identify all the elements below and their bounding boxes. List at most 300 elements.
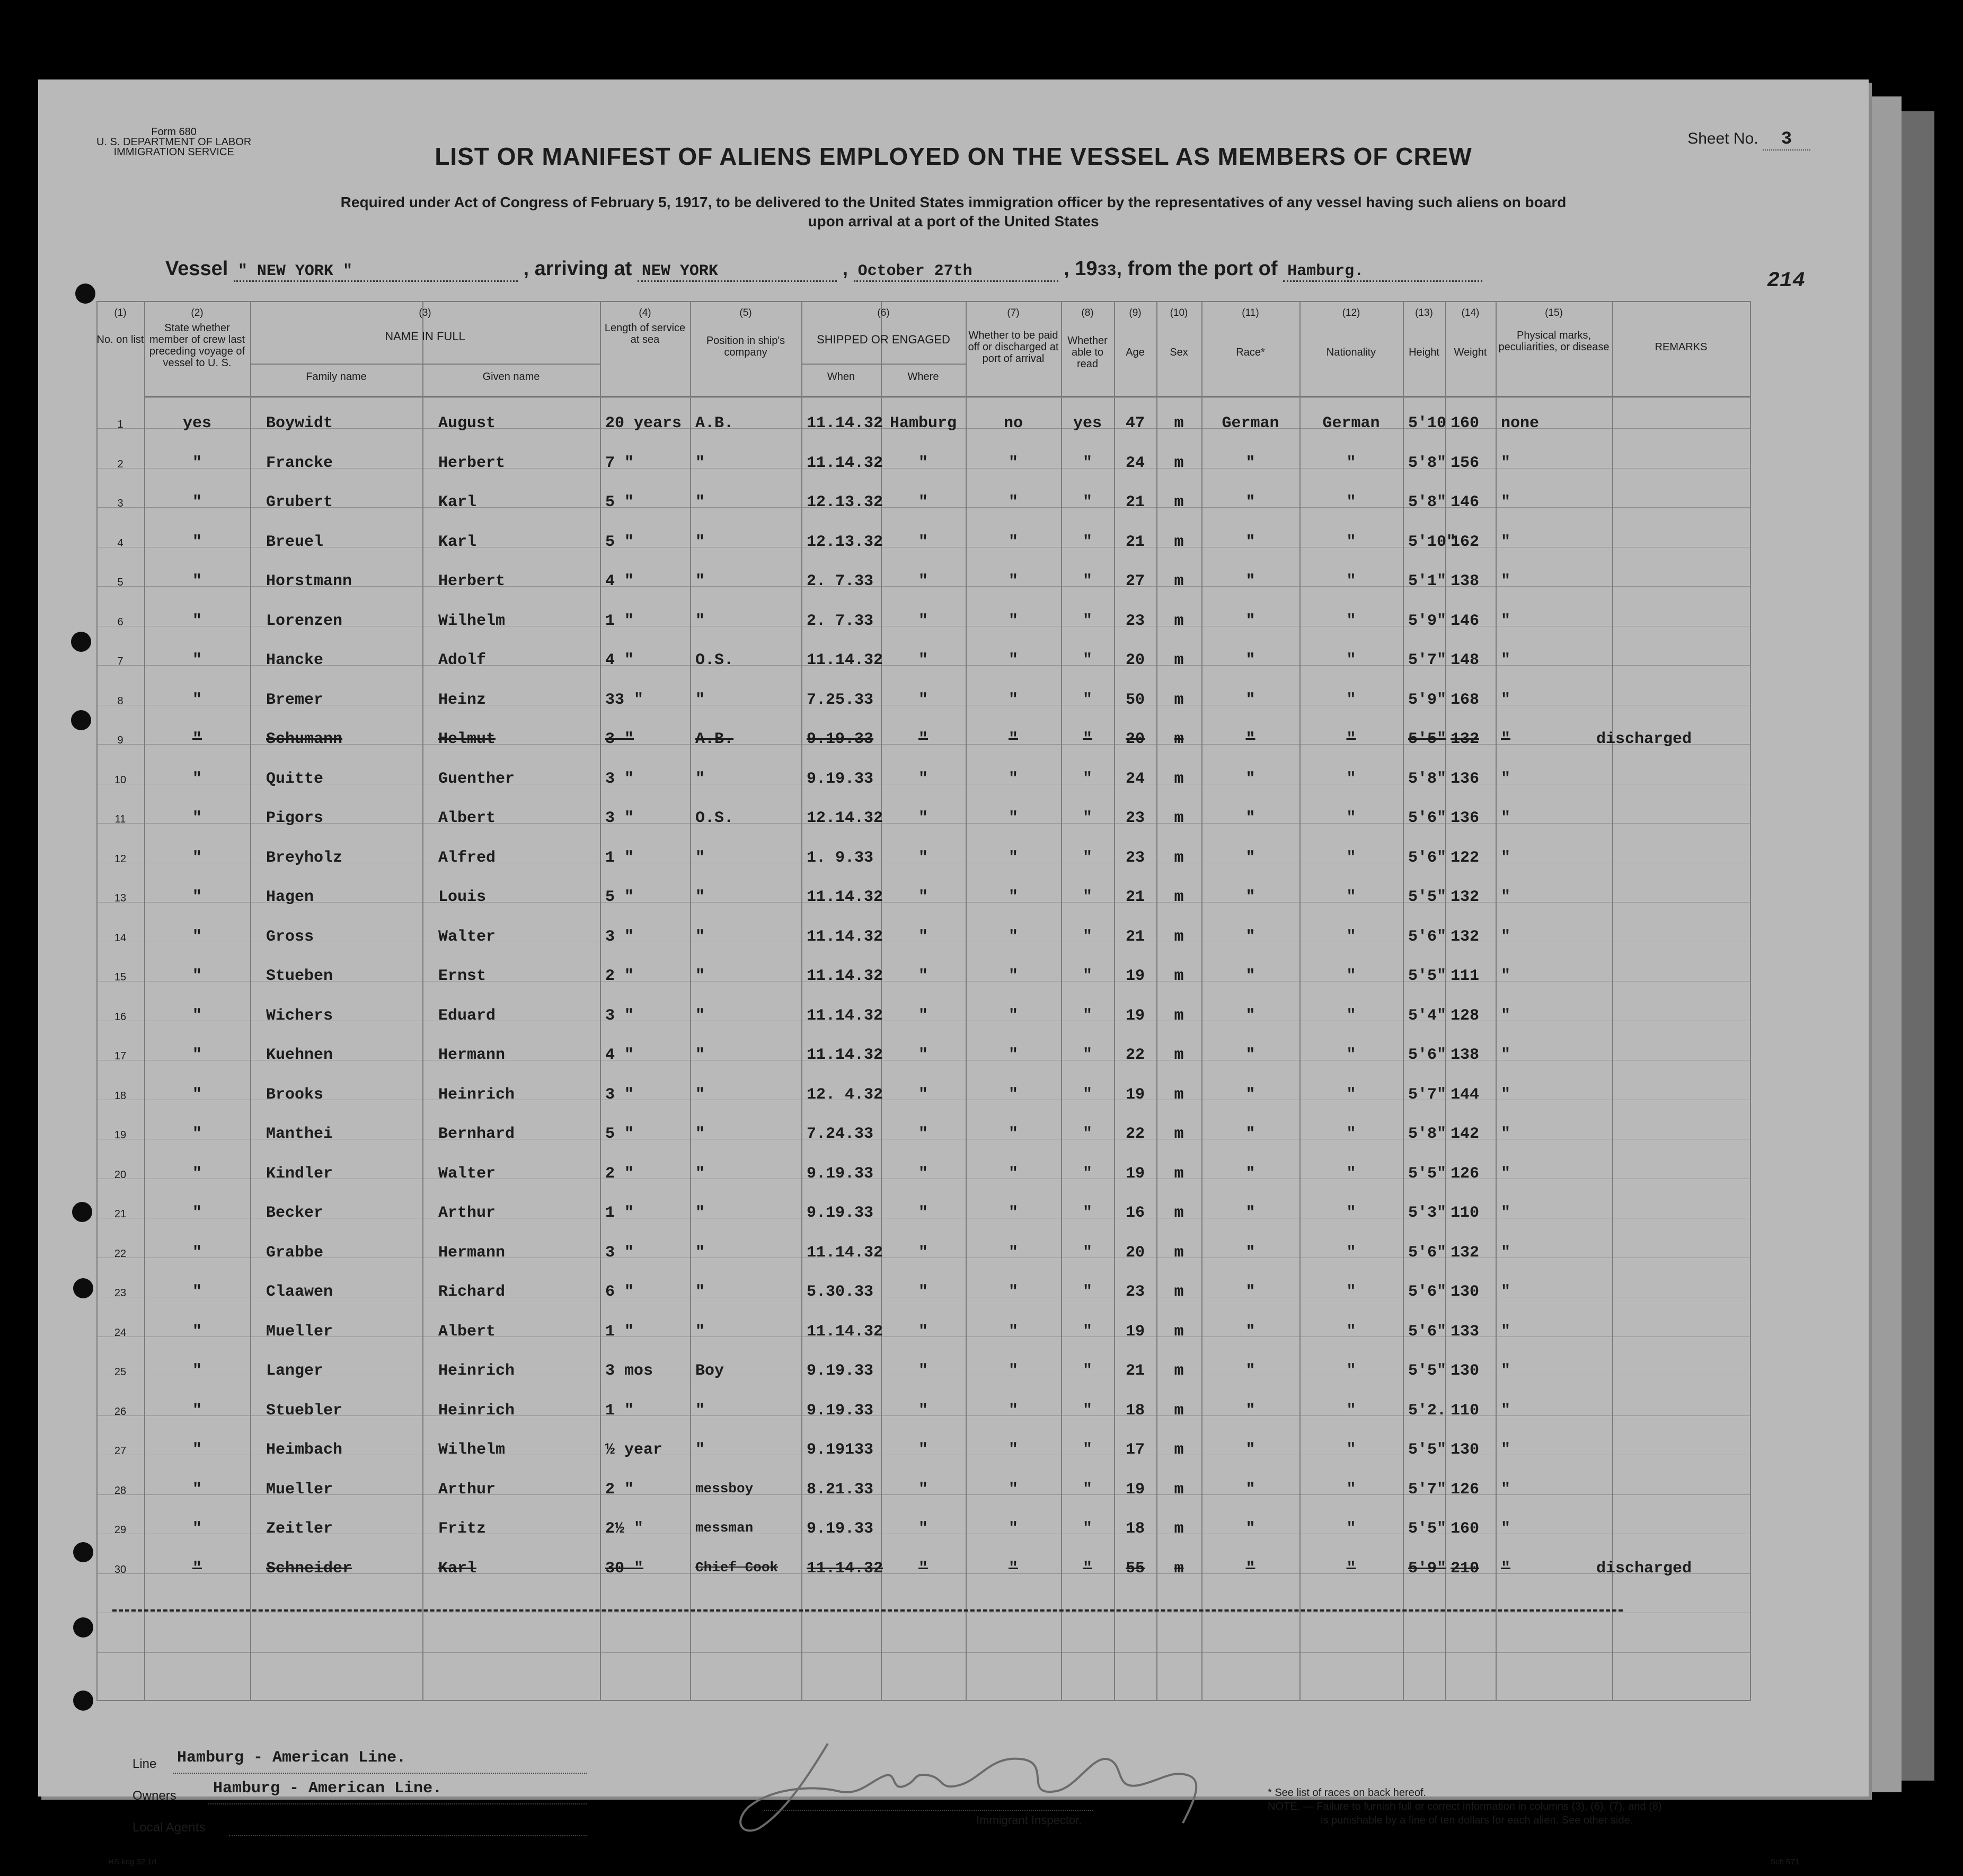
cell-weight: 136 (1451, 769, 1480, 788)
cell-family: Wichers (266, 1006, 333, 1025)
cell-family: Gross (266, 927, 314, 946)
cell-race: " (1245, 1401, 1255, 1420)
cell-sex: m (1174, 1520, 1184, 1538)
cell-where: " (918, 1046, 928, 1064)
cell-age: 23 (1125, 612, 1145, 630)
cell-position: Boy (695, 1362, 724, 1380)
cell-nat: " (1346, 1559, 1356, 1578)
cell-race: " (1245, 691, 1255, 709)
cell-weight: 142 (1451, 1125, 1480, 1143)
cell-phys: " (1501, 769, 1511, 788)
cell-position: " (695, 1006, 705, 1025)
cell-paid: " (1008, 1085, 1018, 1104)
cell-sex: m (1174, 1164, 1184, 1183)
cell-length: 3 " (605, 1085, 634, 1104)
cell-sex: m (1174, 414, 1184, 432)
cell-race: " (1245, 809, 1255, 827)
cell-phys: " (1501, 1046, 1511, 1064)
cell-family: Hancke (266, 651, 324, 669)
cell-weight: 132 (1451, 1243, 1480, 1262)
column-number: (5) (739, 307, 752, 318)
cell-state: " (192, 1322, 202, 1341)
cell-phys: " (1501, 1164, 1511, 1183)
cell-height: 5'5" (1408, 1441, 1447, 1459)
cell-state: " (192, 1559, 202, 1578)
cell-family: Bremer (266, 691, 324, 709)
cell-nat: " (1346, 1243, 1356, 1262)
cell-nat: " (1346, 1125, 1356, 1143)
header-bottom-rule (144, 396, 1750, 397)
cell-position: " (695, 533, 705, 551)
cell-read: " (1082, 730, 1092, 748)
cell-height: 5'2. (1408, 1401, 1447, 1420)
cell-nat: " (1346, 888, 1356, 906)
cell-sex: m (1174, 572, 1184, 590)
column-number: (6) (877, 307, 890, 318)
vessel-value: " NEW YORK " (234, 262, 518, 282)
cell-read: " (1082, 1362, 1092, 1380)
row-number: 26 (114, 1405, 127, 1418)
row-number: 3 (117, 498, 123, 509)
cell-height: 5'9" (1408, 612, 1447, 630)
cell-age: 24 (1125, 769, 1145, 788)
cell-age: 21 (1125, 927, 1145, 946)
cell-sex: m (1174, 1006, 1184, 1025)
cell-family: Heimbach (266, 1441, 343, 1459)
cell-position: " (695, 1046, 705, 1064)
cell-where: " (918, 730, 928, 748)
column-number: (10) (1170, 307, 1188, 318)
cell-paid: " (1008, 1046, 1018, 1064)
column-number: (9) (1129, 307, 1142, 318)
cell-race: " (1245, 1283, 1255, 1301)
column-number: (8) (1081, 307, 1094, 318)
cell-paid: " (1008, 1559, 1018, 1578)
cell-given: Guenther (438, 769, 515, 788)
cell-given: Herbert (438, 454, 506, 472)
cell-where: " (918, 1520, 928, 1538)
cell-age: 47 (1125, 414, 1145, 432)
row-number: 28 (114, 1484, 127, 1497)
cell-phys: " (1501, 1006, 1511, 1025)
header-able-read: Whether able to read (1067, 335, 1108, 370)
cell-where: " (918, 848, 928, 867)
cell-where: " (918, 612, 928, 630)
cell-when: 11.14.32 (807, 414, 883, 432)
cell-where: " (918, 454, 928, 472)
cell-position: messman (695, 1520, 754, 1536)
cell-state: " (192, 651, 202, 669)
cell-read: " (1082, 1520, 1092, 1538)
sheet-label: Sheet No. (1687, 130, 1758, 147)
cell-height: 5'8" (1408, 1125, 1447, 1143)
cell-read: " (1082, 1204, 1092, 1222)
binder-hole (73, 1542, 93, 1562)
row-number: 21 (114, 1208, 127, 1220)
cell-where: " (918, 651, 928, 669)
cell-length: 20 years (605, 414, 682, 432)
row-number: 4 (117, 537, 123, 549)
cell-phys: " (1501, 809, 1511, 827)
cell-race: German (1222, 414, 1279, 432)
cell-age: 20 (1125, 730, 1145, 748)
cell-paid: " (1008, 1480, 1018, 1499)
cell-read: " (1082, 769, 1092, 788)
cell-phys: " (1501, 572, 1511, 590)
cell-read: yes (1073, 414, 1102, 432)
cell-family: Stueben (266, 967, 333, 985)
schedule-code: Sch 571 (1770, 1857, 1800, 1866)
cell-nat: " (1346, 769, 1356, 788)
cell-where: " (918, 809, 928, 827)
owners-label: Owners (132, 1789, 176, 1803)
vessel-label: Vessel (165, 258, 228, 280)
cell-position: " (695, 1164, 705, 1183)
cell-read: " (1082, 572, 1092, 590)
cell-nat: " (1346, 730, 1356, 748)
cell-read: " (1082, 1125, 1092, 1143)
cell-weight: 110 (1451, 1204, 1480, 1222)
cell-position: " (695, 1204, 705, 1222)
cell-when: 11.14.32 (807, 1559, 883, 1578)
cell-paid: " (1008, 691, 1018, 709)
cell-family: Schneider (266, 1559, 352, 1578)
cell-paid: " (1008, 612, 1018, 630)
cell-given: Walter (438, 927, 496, 946)
cell-family: Lorenzen (266, 612, 343, 630)
agents-label: Local Agents (132, 1820, 206, 1835)
cell-height: 5'6" (1408, 1243, 1447, 1262)
cell-state: " (192, 769, 202, 788)
header-state-whether: State whether member of crew last preceding voyage of vessel to U. S. (149, 322, 245, 369)
cell-race: " (1245, 572, 1255, 590)
cell-sex: m (1174, 927, 1184, 946)
cell-state: yes (182, 414, 211, 432)
cell-race: " (1245, 1480, 1255, 1499)
header-age: Age (1126, 347, 1145, 358)
cell-weight: 133 (1451, 1322, 1480, 1341)
cell-where: " (918, 927, 928, 946)
cell-given: Karl (438, 533, 477, 551)
header-nationality: Nationality (1326, 347, 1376, 358)
cell-family: Hagen (266, 888, 314, 906)
cell-position: Chief Cook (695, 1559, 779, 1576)
column-number: (3) (419, 307, 431, 318)
cell-length: 2 " (605, 1480, 634, 1499)
cell-state: " (192, 1520, 202, 1538)
cell-read: " (1082, 691, 1092, 709)
cell-sex: m (1174, 1441, 1184, 1459)
cell-age: 19 (1125, 1006, 1145, 1025)
cell-state: " (192, 1401, 202, 1420)
cell-when: 12.14.32 (807, 809, 883, 827)
cell-given: Arthur (438, 1204, 496, 1222)
cell-nat: German (1322, 414, 1380, 432)
cell-length: 4 " (605, 572, 634, 590)
row-number: 6 (117, 616, 123, 628)
column-rule (1496, 301, 1497, 1701)
cell-phys: " (1501, 1441, 1511, 1459)
cell-weight: 138 (1451, 572, 1480, 590)
column-number: (11) (1242, 307, 1259, 318)
cell-height: 5'8" (1408, 769, 1447, 788)
row-number: 29 (114, 1524, 127, 1536)
cell-age: 23 (1125, 809, 1145, 827)
cell-position: " (695, 454, 705, 472)
column-rule (600, 301, 601, 1701)
cell-where: " (918, 1125, 928, 1143)
cell-state: " (192, 493, 202, 511)
cell-length: 1 " (605, 612, 634, 630)
cell-state: " (192, 1204, 202, 1222)
cell-age: 20 (1125, 651, 1145, 669)
cell-phys: " (1501, 1401, 1511, 1420)
cell-paid: " (1008, 927, 1018, 946)
binder-hole (73, 1278, 93, 1298)
cell-when: 11.14.32 (807, 1046, 883, 1064)
cell-age: 16 (1125, 1204, 1145, 1222)
row-number: 12 (114, 853, 127, 865)
cell-paid: " (1008, 1204, 1018, 1222)
cell-read: " (1082, 809, 1092, 827)
cell-remarks: discharged (1596, 730, 1692, 748)
column-rule (422, 301, 423, 1701)
cell-state: " (192, 1164, 202, 1183)
cell-state: " (192, 1085, 202, 1104)
cell-state: " (192, 1243, 202, 1262)
cell-age: 50 (1125, 691, 1145, 709)
cell-nat: " (1346, 691, 1356, 709)
cell-state: " (192, 612, 202, 630)
cell-read: " (1082, 1401, 1092, 1420)
cell-sex: m (1174, 1243, 1184, 1262)
cell-phys: " (1501, 1480, 1511, 1499)
cell-family: Stuebler (266, 1401, 343, 1420)
cell-nat: " (1346, 454, 1356, 472)
header-height: Height (1409, 347, 1439, 358)
cell-state: " (192, 967, 202, 985)
column-rule (1750, 301, 1751, 1701)
cell-race: " (1245, 730, 1255, 748)
cell-where: " (918, 572, 928, 590)
agents-rule (229, 1835, 587, 1836)
cell-weight: 168 (1451, 691, 1480, 709)
cell-height: 5'6" (1408, 1046, 1447, 1064)
row-number: 7 (117, 656, 123, 667)
cell-where: " (918, 888, 928, 906)
column-number: (4) (639, 307, 651, 318)
cell-age: 18 (1125, 1401, 1145, 1420)
cell-nat: " (1346, 1006, 1356, 1025)
cell-length: 3 " (605, 730, 634, 748)
cell-phys: " (1501, 493, 1511, 511)
cell-family: Pigors (266, 809, 324, 827)
column-rule (250, 301, 251, 1701)
cell-length: 2 " (605, 1164, 634, 1183)
cell-age: 19 (1125, 1085, 1145, 1104)
cell-given: Hermann (438, 1243, 506, 1262)
cell-paid: " (1008, 1283, 1018, 1301)
cell-age: 22 (1125, 1046, 1145, 1064)
cell-nat: " (1346, 1441, 1356, 1459)
cell-sex: m (1174, 493, 1184, 511)
line-rule (173, 1773, 587, 1774)
crew-table (96, 301, 1750, 1701)
form-number: Form 680 (151, 126, 197, 138)
cell-read: " (1082, 1322, 1092, 1341)
cell-height: 5'3" (1408, 1204, 1447, 1222)
cell-length: 3 " (605, 927, 634, 946)
cell-position: " (695, 1441, 705, 1459)
cell-paid: " (1008, 493, 1018, 511)
cell-position: " (695, 612, 705, 630)
cell-weight: 160 (1451, 414, 1480, 432)
cell-nat: " (1346, 1362, 1356, 1380)
cell-read: " (1082, 533, 1092, 551)
cell-age: 21 (1125, 888, 1145, 906)
subheader-rule (250, 364, 600, 365)
year-value: 33 (1097, 262, 1117, 280)
row-number: 27 (114, 1445, 127, 1457)
cell-race: " (1245, 1559, 1255, 1578)
header-shipped: SHIPPED OR ENGAGED (817, 333, 950, 346)
cell-where: " (918, 1085, 928, 1104)
column-number: (14) (1461, 307, 1480, 318)
cell-nat: " (1346, 1085, 1356, 1104)
cell-position: " (695, 1125, 705, 1143)
manifest-sheet (38, 79, 1869, 1866)
cell-weight: 138 (1451, 1046, 1480, 1064)
cell-when: 9.19.33 (807, 1164, 874, 1183)
cell-read: " (1082, 1441, 1092, 1459)
cell-when: 11.14.32 (807, 651, 883, 669)
cell-state: " (192, 927, 202, 946)
cell-race: " (1245, 1322, 1255, 1341)
cell-length: 5 " (605, 493, 634, 511)
cell-given: August (438, 414, 496, 432)
row-number: 11 (114, 813, 126, 825)
cell-weight: 130 (1451, 1362, 1480, 1380)
cell-given: Adolf (438, 651, 487, 669)
cell-nat: " (1346, 651, 1356, 669)
cell-position: messboy (695, 1480, 754, 1497)
cell-length: ½ year (605, 1441, 663, 1459)
cell-age: 23 (1125, 848, 1145, 867)
cell-position: " (695, 769, 705, 788)
sheet-value: 3 (1763, 129, 1810, 151)
cell-race: " (1245, 1441, 1255, 1459)
cell-paid: " (1008, 730, 1018, 748)
binder-hole (71, 710, 91, 730)
cell-sex: m (1174, 1362, 1184, 1380)
cell-given: Bernhard (438, 1125, 515, 1143)
cell-race: " (1245, 888, 1255, 906)
cell-state: " (192, 1283, 202, 1301)
cell-family: Breuel (266, 533, 324, 551)
cell-position: " (695, 967, 705, 985)
page-stamp: 214 (1766, 269, 1805, 293)
inspector-label: Immigrant Inspector. (976, 1813, 1082, 1827)
row-number: 25 (114, 1366, 127, 1378)
cell-position: A.B. (695, 414, 734, 432)
cell-length: 3 " (605, 1006, 634, 1025)
header-sex: Sex (1170, 347, 1188, 358)
print-code: HS keg 32 1d (108, 1857, 156, 1866)
cell-state: " (192, 809, 202, 827)
cell-length: 3 " (605, 769, 634, 788)
owners-value: Hamburg - American Line. (213, 1780, 443, 1798)
cell-phys: " (1501, 1559, 1511, 1578)
cell-position: " (695, 1085, 705, 1104)
cell-sex: m (1174, 1085, 1184, 1104)
cell-paid: " (1008, 1125, 1018, 1143)
cell-read: " (1082, 927, 1092, 946)
year-label: , 19 (1064, 258, 1098, 280)
cell-age: 21 (1125, 493, 1145, 511)
cell-race: " (1245, 1046, 1255, 1064)
cell-when: 7.24.33 (807, 1125, 874, 1143)
cell-age: 23 (1125, 1283, 1145, 1301)
cell-when: 5.30.33 (807, 1283, 874, 1301)
cell-family: Schumann (266, 730, 343, 748)
cell-where: " (918, 1204, 928, 1222)
cell-sex: m (1174, 454, 1184, 472)
cell-weight: 144 (1451, 1085, 1480, 1104)
cell-given: Richard (438, 1283, 506, 1301)
cell-phys: " (1501, 730, 1511, 748)
cell-when: 9.19.33 (807, 1401, 874, 1420)
cell-sex: m (1174, 1322, 1184, 1341)
cell-age: 22 (1125, 1125, 1145, 1143)
cell-where: " (918, 1322, 928, 1341)
cell-read: " (1082, 1006, 1092, 1025)
cell-family: Manthei (266, 1125, 333, 1143)
owners-rule (208, 1803, 587, 1804)
cell-paid: " (1008, 888, 1018, 906)
cell-nat: " (1346, 533, 1356, 551)
cell-weight: 132 (1451, 927, 1480, 946)
column-number: (7) (1007, 307, 1020, 318)
cell-read: " (1082, 967, 1092, 985)
cell-sex: m (1174, 848, 1184, 867)
cell-age: 19 (1125, 1480, 1145, 1499)
cell-sex: m (1174, 691, 1184, 709)
cell-age: 24 (1125, 454, 1145, 472)
cell-paid: " (1008, 967, 1018, 985)
cell-phys: " (1501, 612, 1511, 630)
cell-paid: " (1008, 533, 1018, 551)
cell-height: 5'4" (1408, 1006, 1447, 1025)
cell-length: 4 " (605, 1046, 634, 1064)
cell-race: " (1245, 1085, 1255, 1104)
cell-paid: " (1008, 1322, 1018, 1341)
cell-where: " (918, 967, 928, 985)
cell-where: " (918, 1441, 928, 1459)
cell-phys: " (1501, 967, 1511, 985)
line-value: Hamburg - American Line. (177, 1749, 406, 1767)
cell-when: 11.14.32 (807, 454, 883, 472)
cell-length: 4 " (605, 651, 634, 669)
cell-state: " (192, 1006, 202, 1025)
cell-weight: 130 (1451, 1441, 1480, 1459)
cell-state: " (192, 888, 202, 906)
cell-when: 9.19133 (807, 1441, 874, 1459)
cell-state: " (192, 848, 202, 867)
cell-phys: " (1501, 533, 1511, 551)
cell-nat: " (1346, 848, 1356, 867)
cell-read: " (1082, 1085, 1092, 1104)
service: IMMIGRATION SERVICE (113, 146, 234, 158)
